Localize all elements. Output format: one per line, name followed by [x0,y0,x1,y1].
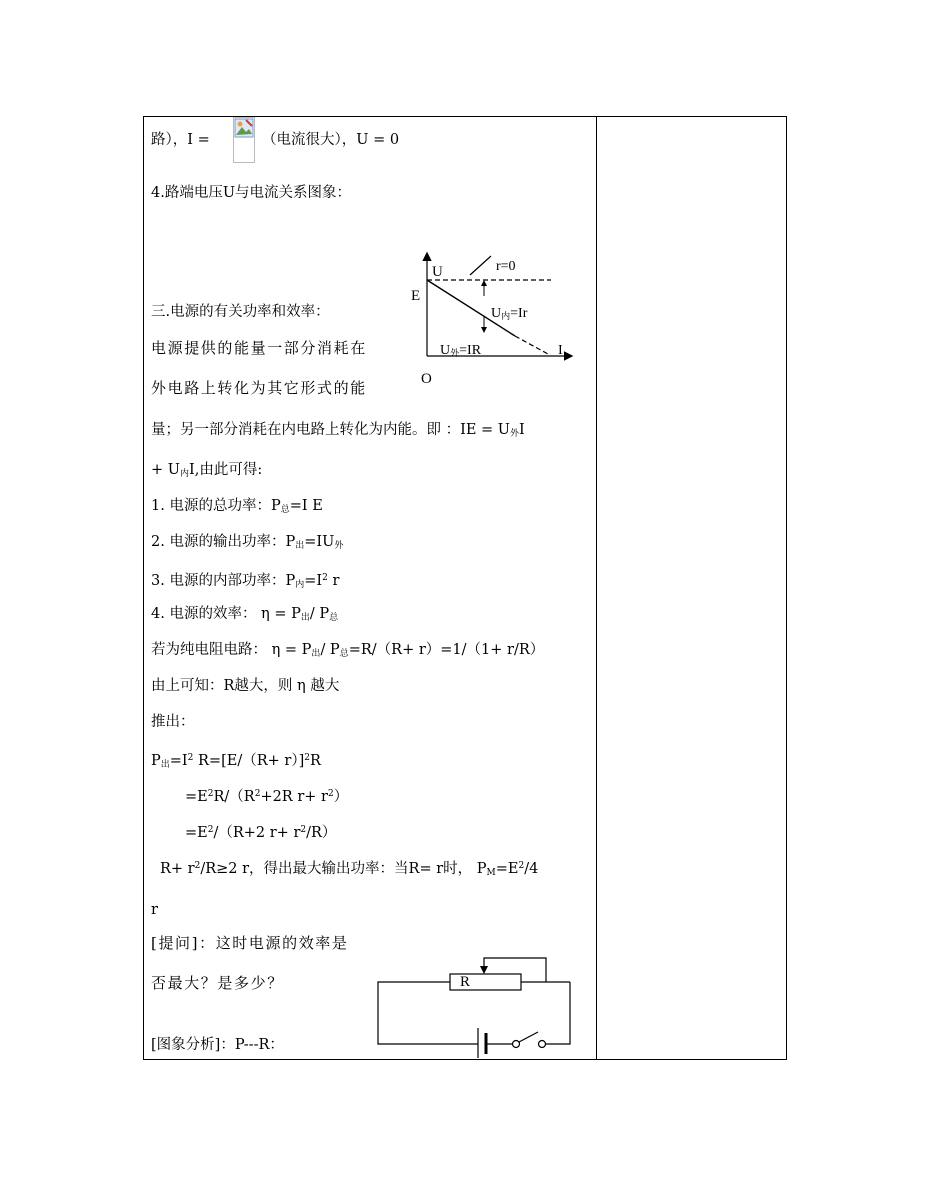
text-fragment: （电流很大），U = 0 [262,132,400,148]
switch-terminal-right [539,1041,546,1048]
line-current-short-cont [262,131,399,149]
text-fragment: 外电路上转化为其它形式的能 [151,379,367,397]
e-label: E [411,288,421,304]
switch-lever [519,1032,538,1042]
item-internal-power: 3. 电源的内部功率：$P_内=I^2$ r [151,573,340,590]
line-current-short [151,131,210,149]
rheostat-arrow [480,966,488,974]
text-question-2: 否最大？是多少？ [151,974,284,992]
circuit-wire-right [546,982,570,1044]
origin-label: O [421,371,432,387]
text-fragment: 路），I = [151,132,210,148]
heading-graph [151,184,351,202]
formula-1: $P_出=I^2$ $R=[E/(R+ r)]^2R$ [151,753,321,770]
r0-leader-line [470,256,491,275]
text-fragment: 4.路端电压U与电流关系图象： [151,185,352,201]
text-fragment: 三.电源的有关功率和效率： [151,304,330,320]
circuit-diagram [370,950,580,1058]
i-axis-label: I [558,343,563,358]
text-energy-2 [151,379,367,397]
switch-terminal-left [513,1041,520,1048]
r0-label: r=0 [496,259,516,274]
text-energy-4: + $U_内I$,由此可得: [151,462,263,479]
text-energy-3: 量；另一部分消耗在内电路上转化为内能。即 ：IE = $U_外I$ [151,422,525,439]
broken-image-icon [233,117,255,163]
formula-max-power: $R+ r^2/R\ge 2$ r，得出最大输出功率：当R= r时， $P_M=E^2/4$ [160,861,539,878]
resistor-label: R [460,974,471,990]
table-column-divider [596,116,597,1060]
u-i-line-dashed [515,336,548,354]
u-i-line-solid [427,280,515,336]
u-i-graph [405,248,580,393]
item-efficiency: 4. 电源的效率： $\eta = P_出/$ $P_总$ [151,606,339,623]
text-question-1: [提问]：这时电源的效率是 [151,934,349,952]
text-graph-analysis: [图象分析]：P---R： [151,1037,284,1053]
u-axis-label: U [432,264,443,280]
item-output-power: 2. 电源的输出功率：$P_出=IU_外$ [151,534,344,551]
text-fragment: 电源提供的能量一部分消耗在 [151,339,367,357]
u-outer-label: U外=IR [440,343,482,358]
text-derive: 推出： [151,714,195,730]
formula-3: $=E^2/(R+2$ $r+ r^2/R$） [185,825,337,841]
formula-2: $=E^2R/(R^2+2R$ $r+ r^2$） [185,789,349,805]
heading-power-efficiency [151,303,330,321]
text-pure-resistance: 若为纯电阻电路： $\eta = P_出/$ $P_总=R/(R+ r)=1/(1+ r/R)$ [151,642,545,659]
text-conclusion: 由上可知：R越大，则 η 越大 [151,678,340,694]
text-energy-1 [151,339,367,357]
formula-max-power-cont: r [151,902,158,918]
circuit-wire-top-left [378,982,478,1044]
item-total-power: 1. 电源的总功率：$P_总=I$ E [151,498,323,515]
u-inner-label: U内=Ir [491,306,528,321]
